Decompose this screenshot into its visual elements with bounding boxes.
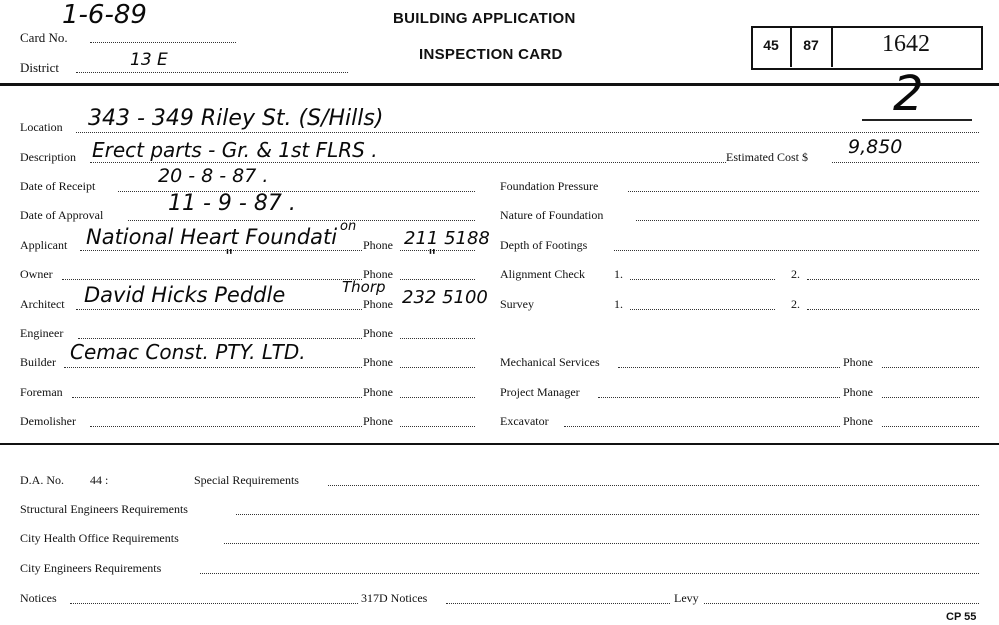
middle-rule xyxy=(0,443,999,445)
header-rule xyxy=(0,83,999,86)
architect-value-superscript: Thorp xyxy=(342,278,386,296)
district-label: District xyxy=(20,60,59,75)
title-line-1: BUILDING APPLICATION xyxy=(393,10,576,27)
foreman-phone-line xyxy=(400,397,475,398)
notices-line xyxy=(70,603,358,604)
location-label: Location xyxy=(20,120,63,134)
engineer-line xyxy=(78,338,362,339)
city-engineers-label: City Engineers Requirements xyxy=(20,561,162,575)
survey-1-line xyxy=(630,309,775,310)
nature-foundation-line xyxy=(636,220,979,221)
builder-label: Builder xyxy=(20,355,56,369)
card-no-line xyxy=(90,42,236,43)
excavator-phone-line xyxy=(882,426,979,427)
notices-317d-label: 317D Notices xyxy=(361,591,428,605)
applicant-value-superscript: on xyxy=(340,219,357,234)
owner-line xyxy=(62,279,362,280)
approval-label: Date of Approval xyxy=(20,208,104,222)
engineer-label: Engineer xyxy=(20,326,64,340)
foreman-phone-label: Phone xyxy=(363,385,393,399)
notices-317d-line xyxy=(446,603,670,604)
applicant-phone-label: Phone xyxy=(363,238,393,252)
da-no-value: 44 : xyxy=(90,473,109,487)
levy-line xyxy=(704,603,979,604)
structural-requirements-line xyxy=(236,514,979,515)
card-no-label: Card No. xyxy=(20,30,68,45)
approval-line xyxy=(128,220,475,221)
alignment-1-label: 1. xyxy=(614,267,623,281)
applicant-line xyxy=(80,250,362,251)
builder-line xyxy=(64,367,362,368)
project-manager-line xyxy=(598,397,840,398)
alignment-2-label: 2. xyxy=(791,267,800,281)
survey-label: Survey xyxy=(500,297,534,311)
circled-number-underline xyxy=(862,119,972,121)
demolisher-line xyxy=(90,426,362,427)
card-number-value: 1642 xyxy=(882,31,930,57)
box-a-value: 45 xyxy=(763,37,779,53)
mechanical-phone-label: Phone xyxy=(843,355,873,369)
architect-line xyxy=(76,309,362,310)
special-requirements-label: Special Requirements xyxy=(194,473,299,487)
survey-2-line xyxy=(807,309,979,310)
structural-requirements-label: Structural Engineers Requirements xyxy=(20,502,188,516)
notices-label: Notices xyxy=(20,591,57,605)
architect-phone-value: 232 5100 xyxy=(402,287,488,308)
special-requirements-line xyxy=(328,485,979,486)
excavator-line xyxy=(564,426,840,427)
architect-label: Architect xyxy=(20,297,65,311)
architect-value: David Hicks Peddle xyxy=(84,283,286,307)
engineer-phone-label: Phone xyxy=(363,326,393,340)
builder-phone-label: Phone xyxy=(363,355,393,369)
demolisher-phone-line xyxy=(400,426,475,427)
form-code: CP 55 xyxy=(946,611,977,623)
mechanical-label: Mechanical Services xyxy=(500,355,600,369)
card-no-handwritten: 1-6-89 xyxy=(62,0,147,30)
excavator-phone-label: Phone xyxy=(843,414,873,428)
project-manager-phone-line xyxy=(882,397,979,398)
architect-phone-label: Phone xyxy=(363,297,393,311)
description-label: Description xyxy=(20,150,76,164)
owner-phone-label: Phone xyxy=(363,267,393,281)
location-value: 343 - 349 Riley St. (S/Hills) xyxy=(88,106,384,131)
box-b-value: 87 xyxy=(803,37,819,53)
foundation-pressure-line xyxy=(628,191,979,192)
project-manager-phone-label: Phone xyxy=(843,385,873,399)
applicant-label: Applicant xyxy=(20,238,68,252)
foreman-label: Foreman xyxy=(20,385,63,399)
owner-label: Owner xyxy=(20,267,53,281)
applicant-phone-value: 211 5188 xyxy=(404,228,490,249)
alignment-label: Alignment Check xyxy=(500,267,585,281)
approval-value: 11 - 9 - 87 . xyxy=(168,191,296,216)
engineer-phone-line xyxy=(400,338,475,339)
estimated-cost-value: 9,850 xyxy=(848,136,903,158)
city-engineers-line xyxy=(200,573,979,574)
description-value: Erect parts - Gr. & 1st FLRS . xyxy=(92,138,378,162)
depth-footings-line xyxy=(614,250,979,251)
demolisher-phone-label: Phone xyxy=(363,414,393,428)
health-requirements-line xyxy=(224,543,979,544)
survey-2-label: 2. xyxy=(791,297,800,311)
mechanical-line xyxy=(618,367,840,368)
alignment-1-line xyxy=(630,279,775,280)
applicant-value: National Heart Foundati xyxy=(86,225,338,249)
project-manager-label: Project Manager xyxy=(500,385,580,399)
title-line-2: INSPECTION CARD xyxy=(419,46,563,63)
description-line xyxy=(90,162,726,163)
receipt-label: Date of Receipt xyxy=(20,179,96,193)
owner-phone-line xyxy=(400,279,475,280)
foundation-pressure-label: Foundation Pressure xyxy=(500,179,599,193)
da-no-label: D.A. No. xyxy=(20,473,64,487)
builder-value: Cemac Const. PTY. LTD. xyxy=(70,340,306,364)
excavator-label: Excavator xyxy=(500,414,549,428)
depth-footings-label: Depth of Footings xyxy=(500,238,588,252)
demolisher-label: Demolisher xyxy=(20,414,76,428)
builder-phone-line xyxy=(400,367,475,368)
owner-ditto: " xyxy=(225,246,234,267)
foreman-line xyxy=(72,397,362,398)
applicant-phone-line xyxy=(400,250,475,251)
survey-1-label: 1. xyxy=(614,297,623,311)
district-line xyxy=(76,72,348,73)
nature-foundation-label: Nature of Foundation xyxy=(500,208,604,222)
estimated-cost-label: Estimated Cost $ xyxy=(726,150,808,164)
owner-phone-ditto: " xyxy=(428,246,437,267)
mechanical-phone-line xyxy=(882,367,979,368)
district-value: 13 E xyxy=(130,50,168,70)
estimated-cost-line xyxy=(832,162,979,163)
alignment-2-line xyxy=(807,279,979,280)
health-requirements-label: City Health Office Requirements xyxy=(20,531,179,545)
location-line xyxy=(76,132,979,133)
levy-label: Levy xyxy=(674,591,699,605)
circled-number: 2 xyxy=(893,66,924,122)
receipt-value: 20 - 8 - 87 . xyxy=(158,165,269,187)
